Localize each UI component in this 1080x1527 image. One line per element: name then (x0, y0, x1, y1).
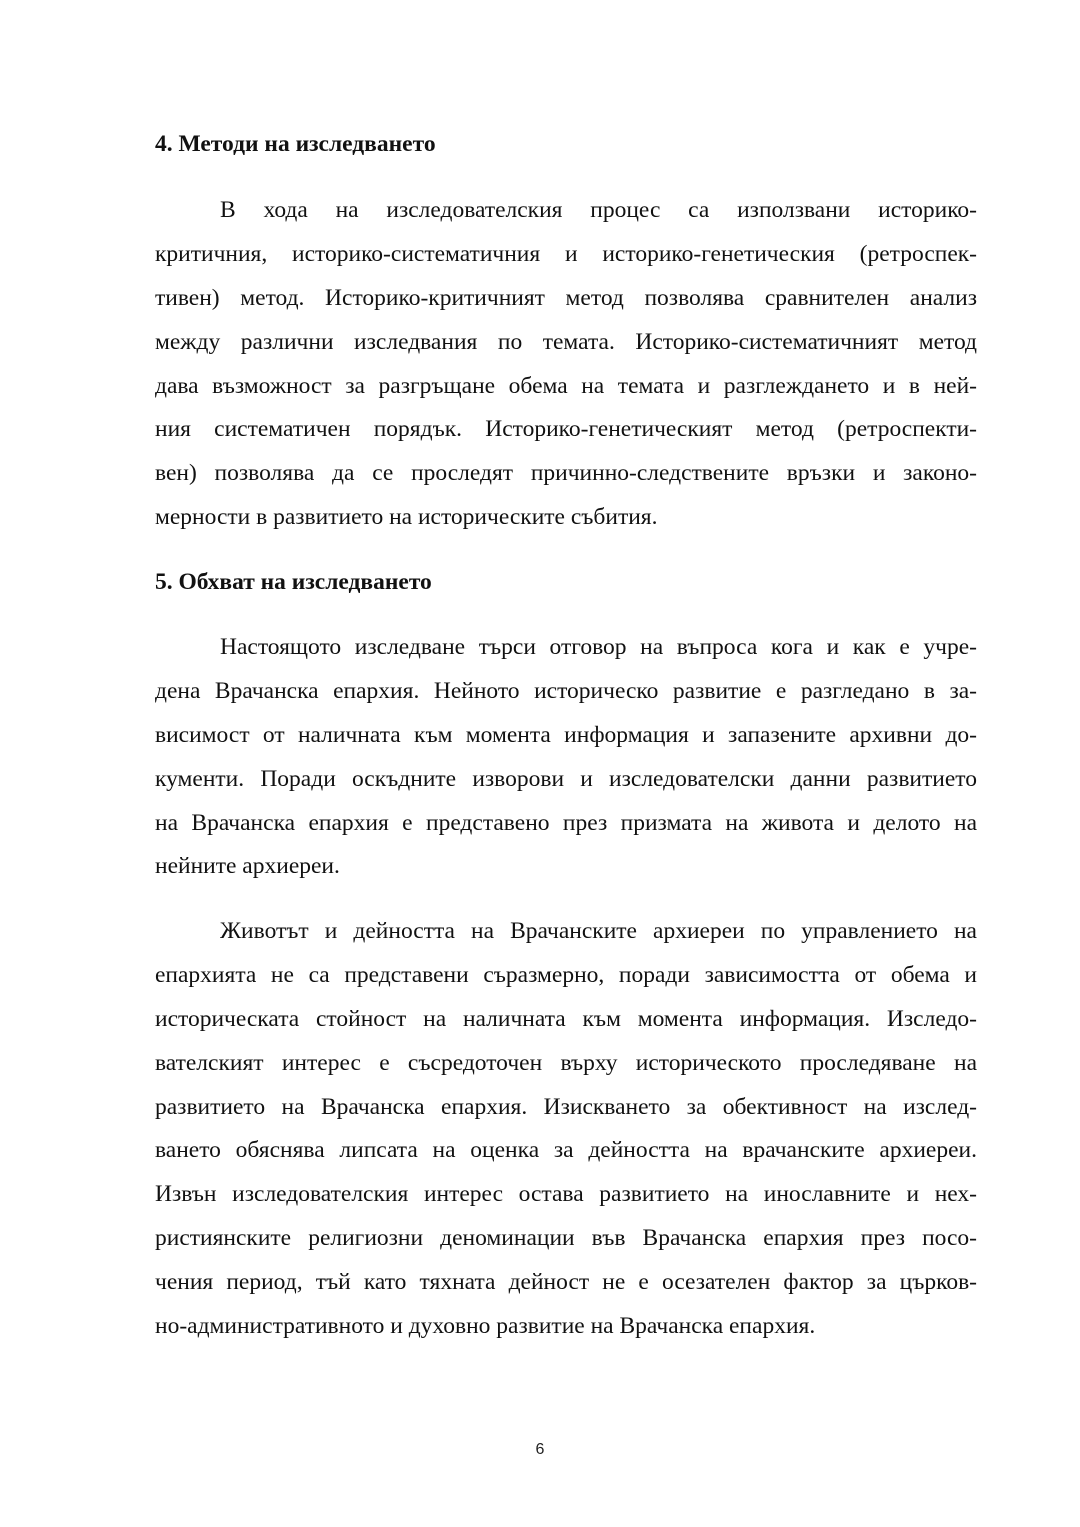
paragraph-scope-1 (155, 626, 977, 889)
paragraph-line: критичния, историко-систематичния и историко-генетическия (ретроспек- (155, 240, 977, 267)
paragraph-methods (155, 189, 977, 540)
paragraph-line: Извън изследователския интерес остава развитието на инославните и нех- (155, 1181, 977, 1208)
paragraph-line: ристиянските религиозни деноминации във Врачанска епархия през посо- (155, 1225, 977, 1252)
paragraph-line: тивен) метод. Историко-критичният метод позволява сравнителен анализ (155, 284, 977, 311)
paragraph-line: чения период, тъй като тяхната дейност не е осезателен фактор за църков- (155, 1269, 977, 1296)
paragraph-line: историческата стойност на наличната към момента информация. Изследо- (155, 1005, 977, 1032)
paragraph-scope-2 (155, 910, 977, 1349)
paragraph-line: ването обяснява липсата на оценка за дейността на врачанските архиереи. (155, 1137, 977, 1164)
paragraph-line: вателският интерес е съсредоточен върху историческото проследяване на (155, 1049, 977, 1076)
paragraph-line: развитието на Врачанска епархия. Изискването за обективност на изслед- (155, 1093, 977, 1120)
paragraph-line: В хода на изследователския процес са използвани историко- (220, 197, 977, 223)
paragraph-line: кументи. Поради оскъдните изворови и изследователски данни развитието (155, 765, 977, 792)
paragraph-line: вен) позволява да се проследят причинно-следствените връзки и законо- (155, 460, 977, 487)
paragraph-line: Настоящото изследване търси отговор на въпроса кога и как е учре- (220, 634, 977, 660)
paragraph-line: нейните архиереи. (155, 853, 340, 880)
paragraph-line: мерности в развитието на историческите събития. (155, 504, 658, 531)
paragraph-line: Животът и дейността на Врачанските архиереи по управлението на (220, 918, 977, 944)
paragraph-line: дена Врачанска епархия. Нейното историческо развитие е разгледано в за- (155, 677, 977, 704)
paragraph-line: ния систематичен порядък. Историко-генетическият метод (ретроспекти- (155, 416, 977, 443)
paragraph-line: но-административното и духовно развитие на Врачанска епархия. (155, 1313, 816, 1340)
paragraph-line: дава възможност за разгръщане обема на темата и разглеждането и в ней- (155, 372, 977, 399)
section-heading-scope: 5. Обхват на изследването (155, 569, 432, 595)
paragraph-line: между различни изследвания по темата. Историко-систематичният метод (155, 328, 977, 355)
section-heading-methods: 4. Методи на изследването (155, 131, 436, 157)
page-number: 6 (535, 1441, 545, 1458)
paragraph-line: епархията не са представени съразмерно, поради зависимостта от обема и (155, 961, 977, 988)
paragraph-line: висимост от наличната към момента информация и запазените архивни до- (155, 721, 977, 748)
paragraph-line: на Врачанска епархия е представено през призмата на живота и делото на (155, 809, 977, 836)
